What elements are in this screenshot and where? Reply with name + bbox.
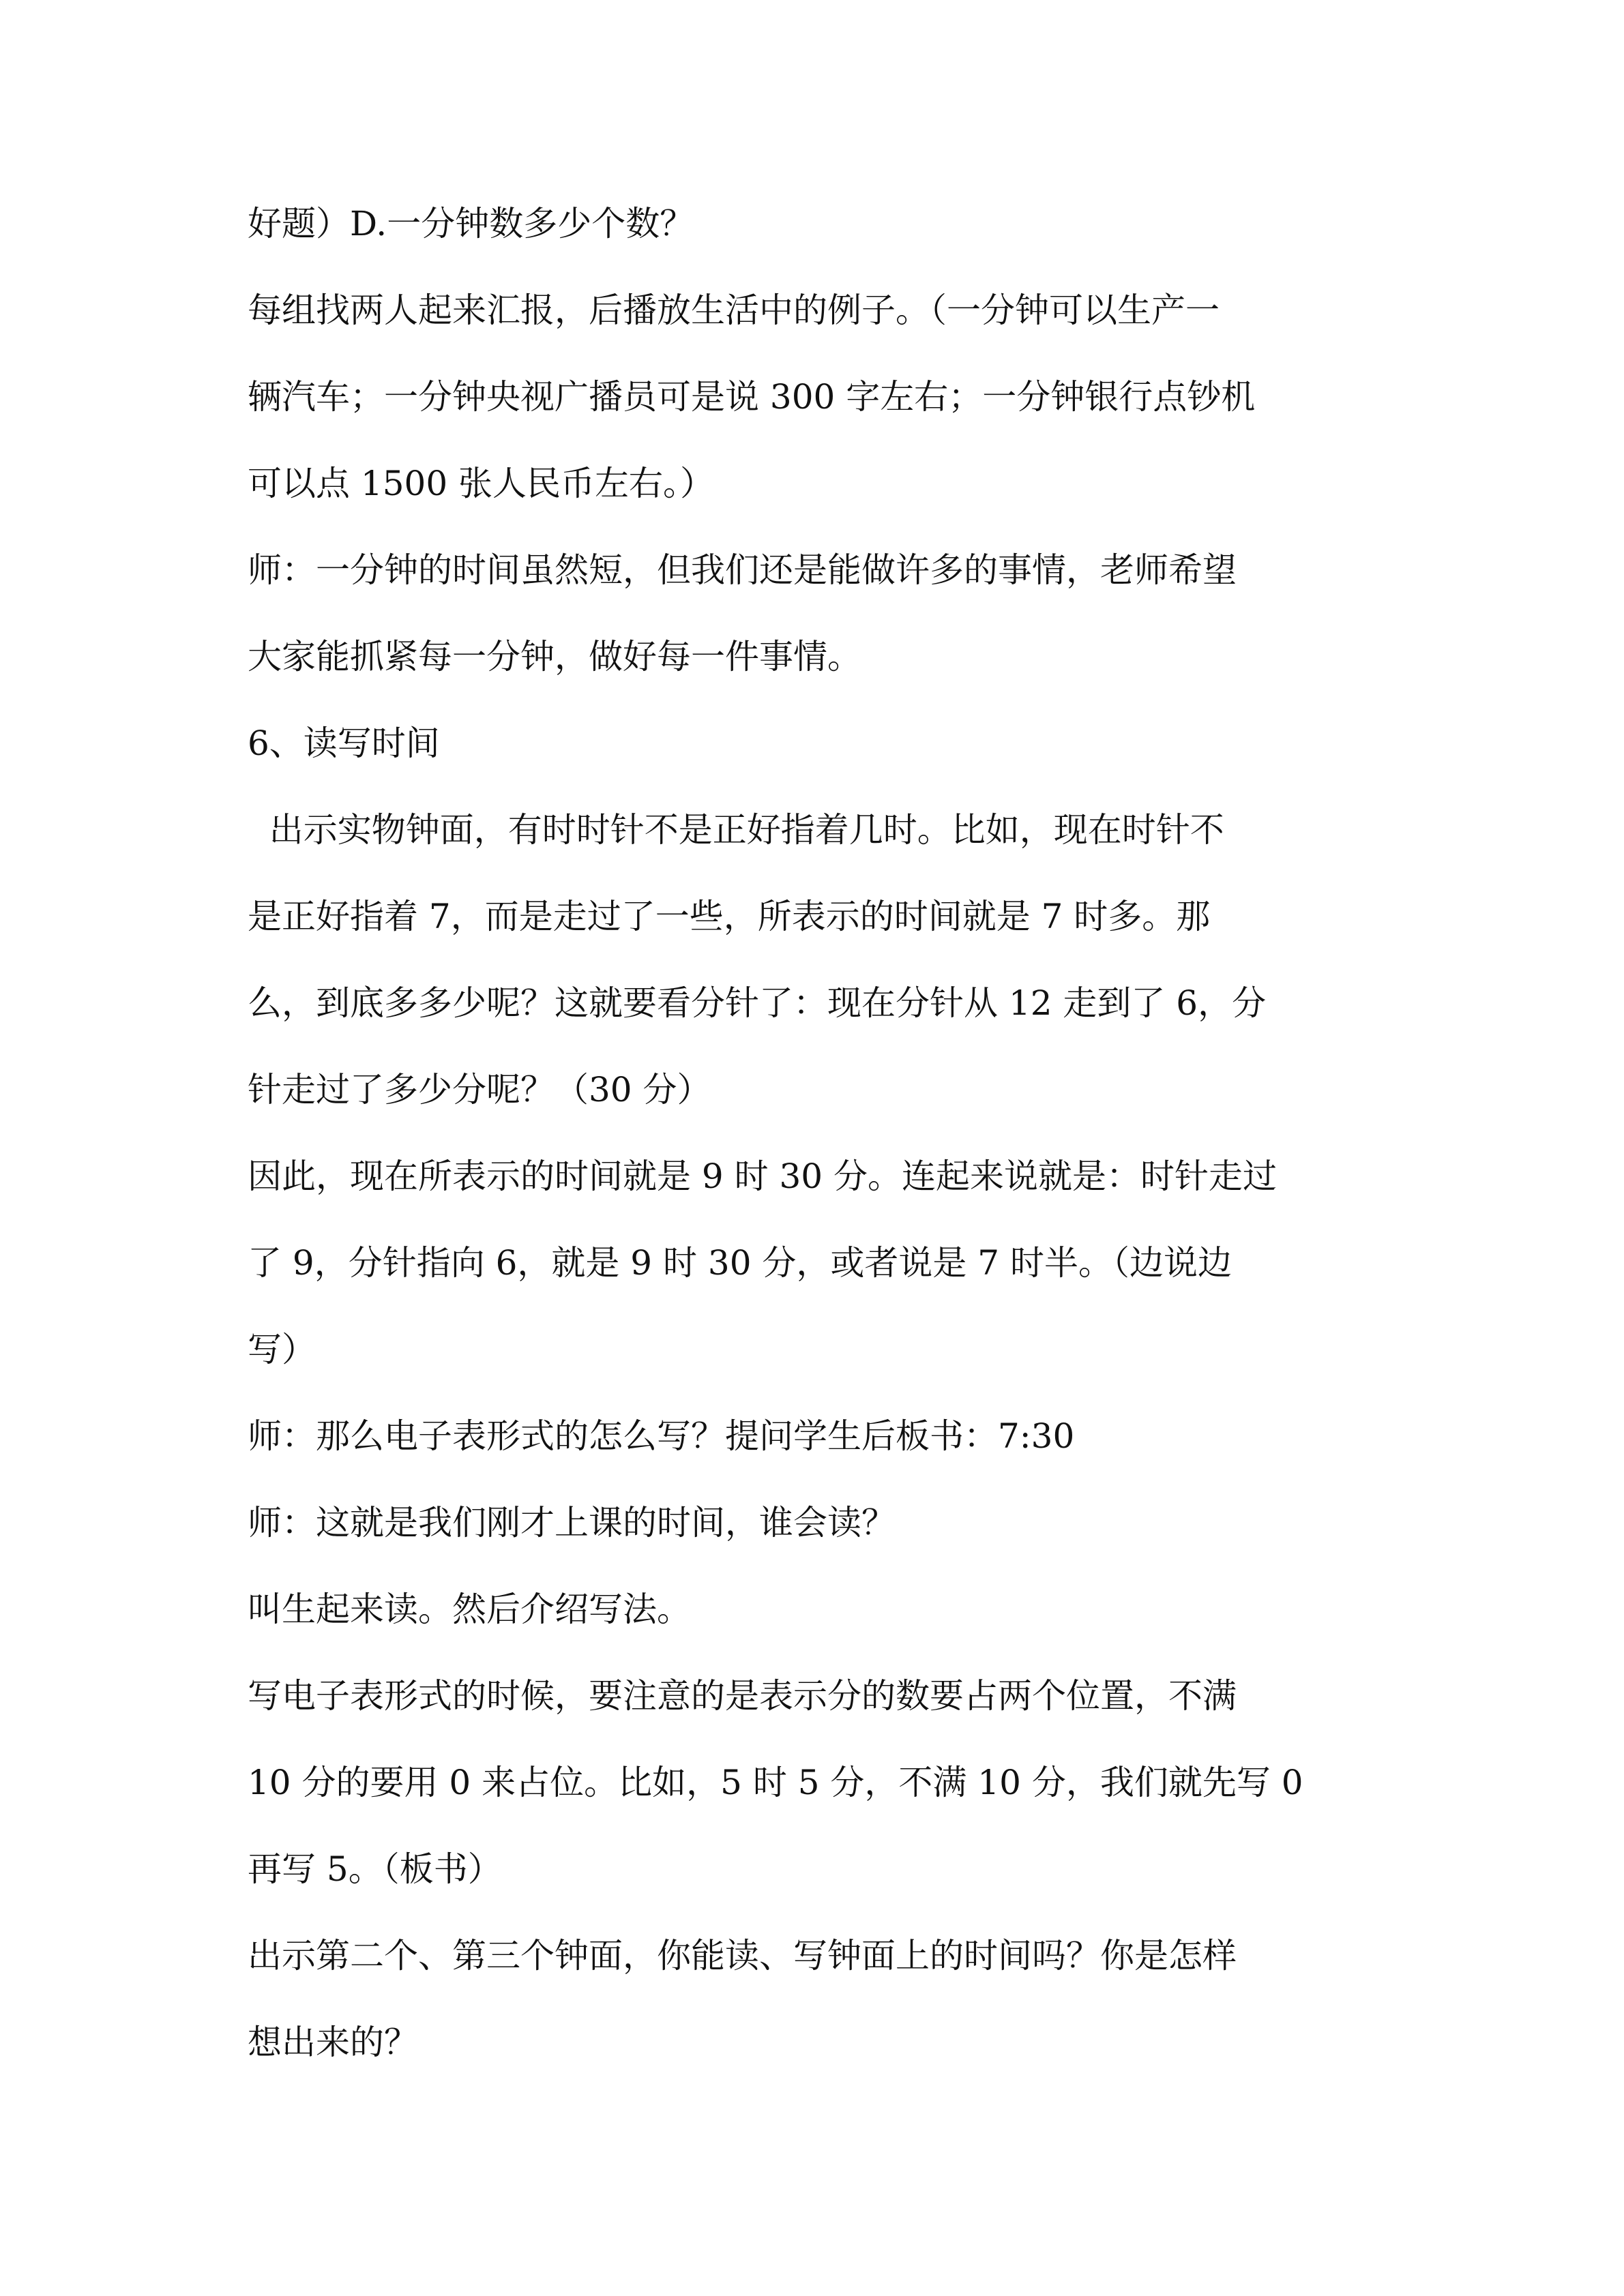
text-line-19: 10 分的要用 0 来占位。比如，5 时 5 分，不满 10 分，我们就先写 0 — [248, 1763, 1303, 1802]
text-line-14: 写） — [248, 1330, 316, 1369]
text-line-21: 出示第二个、第三个钟面，你能读、写钟面上的时间吗？你是怎样 — [248, 1936, 1237, 1976]
text-line-17: 叫生起来读。然后介绍写法。 — [248, 1590, 691, 1629]
text-line-6: 大家能抓紧每一分钟，做好每一件事情。 — [248, 637, 861, 676]
text-line-2: 每组找两人起来汇报，后播放生活中的例子。（一分钟可以生产一 — [248, 290, 1220, 330]
text-line-12: 因此，现在所表示的时间就是 9 时 30 分。连起来说就是：时针走过 — [248, 1157, 1278, 1196]
text-line-13: 了 9，分针指向 6，就是 9 时 30 分，或者说是 7 时半。（边说边 — [248, 1243, 1232, 1283]
text-line-20: 再写 5。（板书） — [248, 1849, 502, 1889]
text-line-8: 出示实物钟面，有时时针不是正好指着几时。比如，现在时针不 — [248, 810, 1224, 850]
text-line-4: 可以点 1500 张人民币左右。） — [248, 464, 715, 503]
text-line-1: 好题）D.一分钟数多少个数？ — [248, 204, 694, 243]
section-heading: 6、读写时间 — [248, 724, 440, 763]
text-line-5: 师：一分钟的时间虽然短，但我们还是能做许多的事情，老师希望 — [248, 550, 1237, 590]
text-line-11: 针走过了多少分呢？（30 分） — [248, 1070, 711, 1109]
text-line-9: 是正好指着 7，而是走过了一些，所表示的时间就是 7 时多。那 — [248, 897, 1211, 936]
text-line-22: 想出来的？ — [248, 2023, 418, 2062]
text-line-10: 么，到底多多少呢？这就要看分针了：现在分针从 12 走到了 6，分 — [248, 983, 1267, 1023]
text-line-18: 写电子表形式的时候，要注意的是表示分的数要占两个位置，不满 — [248, 1676, 1237, 1716]
text-line-16: 师：这就是我们刚才上课的时间，谁会读？ — [248, 1503, 896, 1542]
text-line-15: 师：那么电子表形式的怎么写？提问学生后板书：7:30 — [248, 1416, 1075, 1456]
text-line-3: 辆汽车；一分钟央视广播员可是说 300 字左右；一分钟银行点钞机 — [248, 377, 1256, 417]
